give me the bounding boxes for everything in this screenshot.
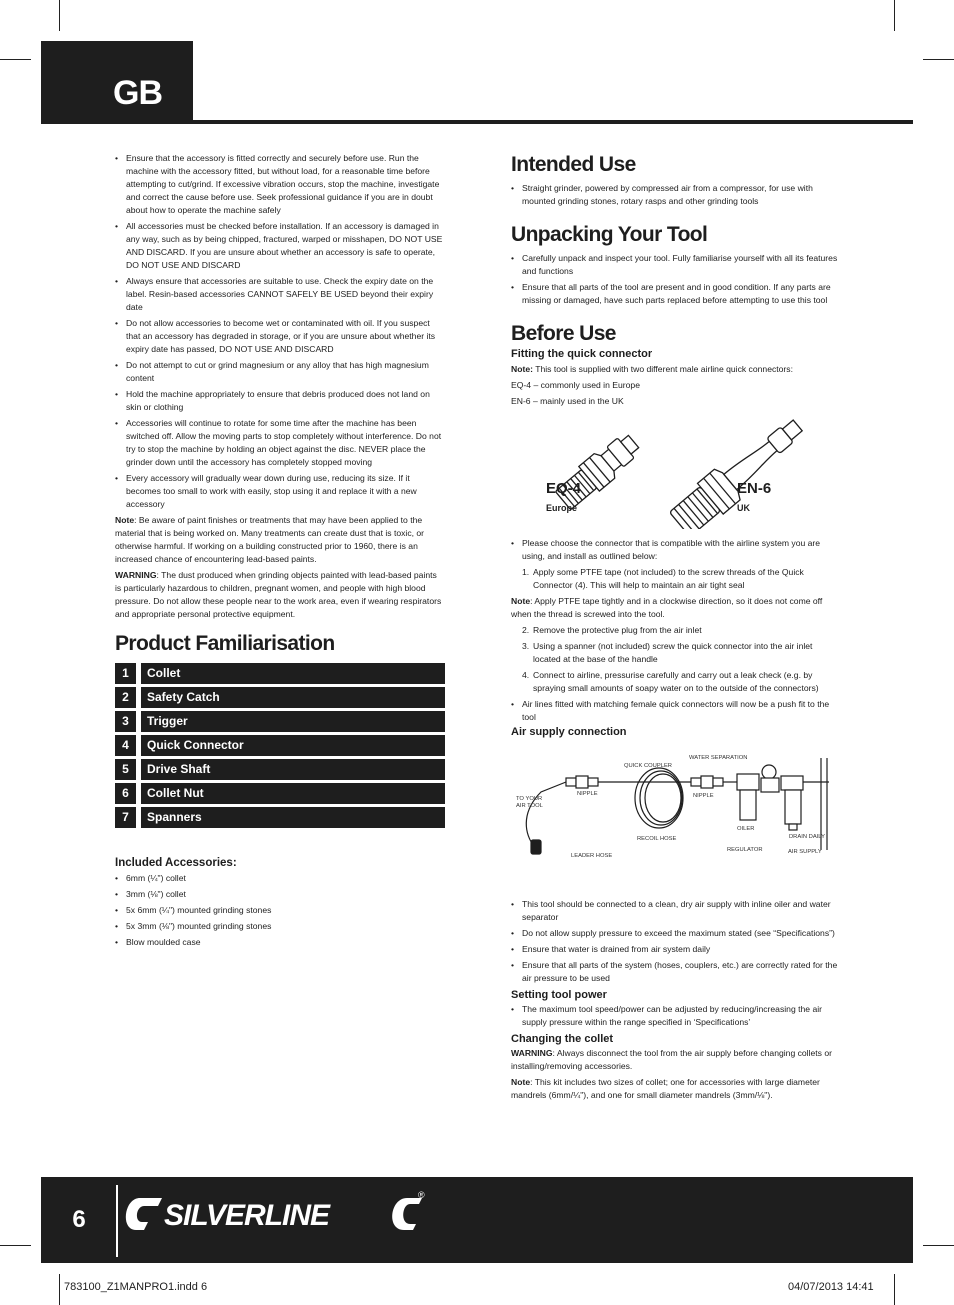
install-intro <box>511 537 841 563</box>
collet-warning <box>511 1047 841 1073</box>
note-text: : Be aware of paint finishes or treatments that may have been applied to the material that is being worked on. Many treatments can create dust that is toxic, or otherwise harmful. If working on a building constructed prior to 1960, there is an increased chance of encountering lead-based paints. <box>115 515 425 564</box>
eq4-connector-icon <box>553 429 644 513</box>
warning-label: WARNING <box>511 1048 553 1058</box>
part-name: Quick Connector <box>141 735 445 756</box>
water-separator <box>781 776 803 790</box>
warning-label: WARNING <box>115 570 157 580</box>
note-label: Note <box>511 1077 531 1087</box>
date-imprint: 04/07/2013 14:41 <box>788 1281 874 1293</box>
step-item <box>511 566 841 592</box>
unpacking-heading: Unpacking Your Tool <box>511 223 708 246</box>
part-number: 6 <box>115 783 136 804</box>
collet-heading: Changing the collet <box>511 1033 614 1045</box>
parts-list <box>115 663 445 828</box>
before-use-heading: Before Use <box>511 322 616 345</box>
part-row <box>115 663 445 684</box>
familiarisation-heading: Product Familiarisation <box>115 632 335 655</box>
fitting-note <box>511 363 841 376</box>
label-to-tool-2: AIR TOOL <box>516 803 543 809</box>
list-item: • 3mm (⅛") collet <box>115 888 445 901</box>
part-number: 7 <box>115 807 136 828</box>
en6-line: EN-6 – mainly used in the UK <box>511 396 624 406</box>
part-name: Safety Catch <box>141 687 445 708</box>
label-oiler: OILER <box>737 826 755 832</box>
registered-mark: ® <box>418 1190 425 1200</box>
crop-mark <box>59 1274 60 1305</box>
step-text: Apply some PTFE tape (not included) to the screw threads of the Quick Connector (4). This will help to maintain an air tight seal <box>533 567 804 590</box>
note-label: Note <box>115 515 135 525</box>
step-number: 2. <box>522 625 530 635</box>
list-item: • 5x 3mm (⅛") mounted grinding stones <box>115 920 445 933</box>
label-regulator: REGULATOR <box>727 847 763 853</box>
language-tab <box>41 41 193 124</box>
crop-mark <box>923 59 954 60</box>
part-row <box>115 711 445 732</box>
page-number: 6 <box>72 1206 86 1233</box>
list-item: • Every accessory will gradually wear down during use, reducing its size. If it becomes too small to work with easily, stop using it and replace it with a new accessory <box>115 472 445 511</box>
part-row <box>115 759 445 780</box>
part-row <box>115 783 445 804</box>
right-column <box>511 152 841 1105</box>
step-item <box>511 640 841 666</box>
note-label: Note: <box>511 364 533 374</box>
list-item: • Ensure that the accessory is fitted correctly and securely before use. Run the machine with the accessory fitted, but without load, for a reasonable time before attempting to cut/grind. If excessive vibration occurs, stop the machine, investigate and correct the cause before use. Seek professional guidance if you are in doubt about how to operate the machine safely <box>115 152 445 217</box>
step-number: 3. <box>522 641 530 651</box>
step-number: 4. <box>522 670 530 680</box>
tool-power-heading: Setting tool power <box>511 989 607 1001</box>
list-item: • Accessories will continue to rotate for some time after the machine has been switched off. Allow the moving parts to stop completely without interference. Do not try to stop the machine by holding an object against the disc. NEVER place the grinder down until the accessory has completely stopped moving <box>115 417 445 469</box>
note-text: : Apply PTFE tape tightly and in a clockwise direction, so it does not come off when the thread is screwed into the tool. <box>511 596 823 619</box>
logo-hook-left <box>126 1198 162 1230</box>
label-leader-hose: LEADER HOSE <box>571 853 613 859</box>
list-item: • This tool should be connected to a clean, dry air supply with inline oiler and water separator <box>511 898 841 924</box>
label-quick-coupler: QUICK COUPLER <box>624 763 672 769</box>
list-item: • Always ensure that accessories are suitable to use. Check the expiry date on the label. Resin-based accessories CANNOT SAFELY BE USED beyond their expiry date <box>115 275 445 314</box>
crop-mark <box>923 1245 954 1246</box>
step-text: Connect to airline, pressurise carefully and carry out a leak check (e.g. by spraying small amounts of soapy water on to the outside of the connectors) <box>533 670 819 693</box>
en6-region: UK <box>737 503 750 513</box>
left-column <box>115 152 445 952</box>
leader-hose <box>526 782 566 845</box>
list-item: • Please choose the connector that is compatible with the airline system you are using, and install as outlined below: <box>511 537 841 563</box>
part-row <box>115 687 445 708</box>
list-item: • Ensure that all parts of the tool are present and in good condition. If any parts are missing or damaged, have such parts replaced before attempting to use this tool <box>511 281 841 307</box>
part-name: Trigger <box>141 711 445 732</box>
label-air-supply: AIR SUPPLY <box>788 849 822 855</box>
power-list <box>511 1003 841 1029</box>
intended-use-heading: Intended Use <box>511 153 636 176</box>
silverline-logo <box>122 1190 432 1238</box>
tool-connector-icon <box>531 840 541 854</box>
list-item: • Ensure that all parts of the system (hoses, couplers, etc.) are correctly rated for the air pressure to be used <box>511 959 841 985</box>
install-steps-a <box>511 566 841 592</box>
label-nipple-2: NIPPLE <box>693 793 714 799</box>
part-number: 2 <box>115 687 136 708</box>
label-nipple-1: NIPPLE <box>577 791 598 797</box>
accessories-heading: Included Accessories: <box>115 857 237 869</box>
part-name: Drive Shaft <box>141 759 445 780</box>
part-number: 1 <box>115 663 136 684</box>
list-item: • All accessories must be checked before installation. If an accessory is damaged in any way, such as by being chipped, fractured, warped or misshapen, DO NOT USE AND DISCARD. If you are unsure about whether an accessory is safe to operate, DO NOT USE AND DISCARD <box>115 220 445 272</box>
logo-hook-right <box>392 1198 422 1230</box>
part-number: 4 <box>115 735 136 756</box>
list-item: • Do not allow accessories to become wet or contaminated with oil. If you suspect that an accessory has degraded in storage, or if you are unsure about whether its expiry date has passed, DO NOT USE AND DISCARD <box>115 317 445 356</box>
step-item <box>511 669 841 695</box>
air-supply-heading: Air supply connection <box>511 726 627 738</box>
paint-note <box>115 514 445 566</box>
list-item: • Air lines fitted with matching female quick connectors will now be a push fit to the tool <box>511 698 841 724</box>
crop-mark <box>0 1245 31 1246</box>
list-item: • Do not allow supply pressure to exceed the maximum stated (see “Specifications”) <box>511 927 841 940</box>
install-steps-b <box>511 624 841 695</box>
recoil-hose <box>635 768 683 828</box>
oiler-unit <box>737 774 759 790</box>
list-item: • Blow moulded case <box>115 936 445 949</box>
warning-text: : The dust produced when grinding objects painted with lead-based paints is particularly hazardous to children, pregnant women, and people with high blood pressure. Do not allow these people near to the work area, even if wearing respirators and appropriate personal protective equipment. <box>115 570 442 619</box>
list-item: • Do not attempt to cut or grind magnesium or any alloy that has high magnesium content <box>115 359 445 385</box>
fitting-heading: Fitting the quick connector <box>511 348 653 360</box>
list-item: • The maximum tool speed/power can be adjusted by reducing/increasing the air supply pressure within the range specified in ‘Specifications’ <box>511 1003 841 1029</box>
safety-bullets <box>115 152 445 511</box>
dust-warning <box>115 569 445 621</box>
list-item: • 6mm (¼") collet <box>115 872 445 885</box>
list-item: • 5x 6mm (¼") mounted grinding stones <box>115 904 445 917</box>
push-fit-list <box>511 698 841 724</box>
note-label: Note <box>511 596 531 606</box>
warning-text: : Always disconnect the tool from the air supply before changing collets or installing/removing accessories. <box>511 1048 832 1071</box>
en6-label: EN-6 <box>737 480 772 497</box>
part-name: Collet Nut <box>141 783 445 804</box>
part-name: Collet <box>141 663 445 684</box>
supply-list <box>511 898 841 985</box>
step-number: 1. <box>522 567 530 577</box>
list-item: • Hold the machine appropriately to ensure that debris produced does not land on skin or clothing <box>115 388 445 414</box>
part-row <box>115 807 445 828</box>
eq4-region: Europe <box>546 503 578 513</box>
part-name: Spanners <box>141 807 445 828</box>
file-imprint: 783100_Z1MANPRO1.indd 6 <box>64 1281 208 1293</box>
label-to-tool: TO YOUR <box>516 796 543 802</box>
step-item <box>511 624 841 637</box>
crop-mark <box>894 0 895 31</box>
note-text: : This kit includes two sizes of collet; one for accessories with large diameter mandrels (6mm/¼"), and one for small diameter mandrels (3mm/⅛"). <box>511 1077 820 1100</box>
crop-mark <box>0 59 31 60</box>
step-text: Remove the protective plug from the air inlet <box>533 625 702 635</box>
accessories-list <box>115 872 445 949</box>
footer-divider <box>116 1185 118 1257</box>
label-drain: DRAIN DAILY <box>789 834 825 840</box>
label-water-separation: WATER SEPARATION <box>689 755 748 761</box>
part-number: 5 <box>115 759 136 780</box>
crop-mark <box>59 0 60 31</box>
eq4-line: EQ-4 – commonly used in Europe <box>511 380 640 390</box>
regulator-gauge <box>762 765 776 779</box>
list-item: • Carefully unpack and inspect your tool. Fully familiarise yourself with all its features and functions <box>511 252 841 278</box>
note-text: This tool is supplied with two different male airline quick connectors: <box>532 364 793 374</box>
language-code: GB <box>113 74 162 112</box>
ptfe-note <box>511 595 841 621</box>
header-rule <box>193 120 913 124</box>
part-number: 3 <box>115 711 136 732</box>
step-text: Using a spanner (not included) screw the quick connector into the air inlet located at the base of the handle <box>533 641 813 664</box>
logo-wordmark: SILVERLINE <box>164 1199 330 1232</box>
list-item: • Ensure that water is drained from air system daily <box>511 943 841 956</box>
eq4-label: EQ-4 <box>546 480 582 497</box>
collet-note <box>511 1076 841 1102</box>
list-item: • Straight grinder, powered by compressed air from a compressor, for use with mounted grinding stones, rotary rasps and other grinding tools <box>511 182 841 208</box>
connectors-illustration <box>511 411 841 529</box>
unpacking-list <box>511 252 841 307</box>
intended-use-list <box>511 182 841 208</box>
crop-mark <box>894 1274 895 1305</box>
part-row <box>115 735 445 756</box>
label-recoil-hose: RECOIL HOSE <box>637 836 677 842</box>
air-supply-diagram <box>511 740 841 890</box>
